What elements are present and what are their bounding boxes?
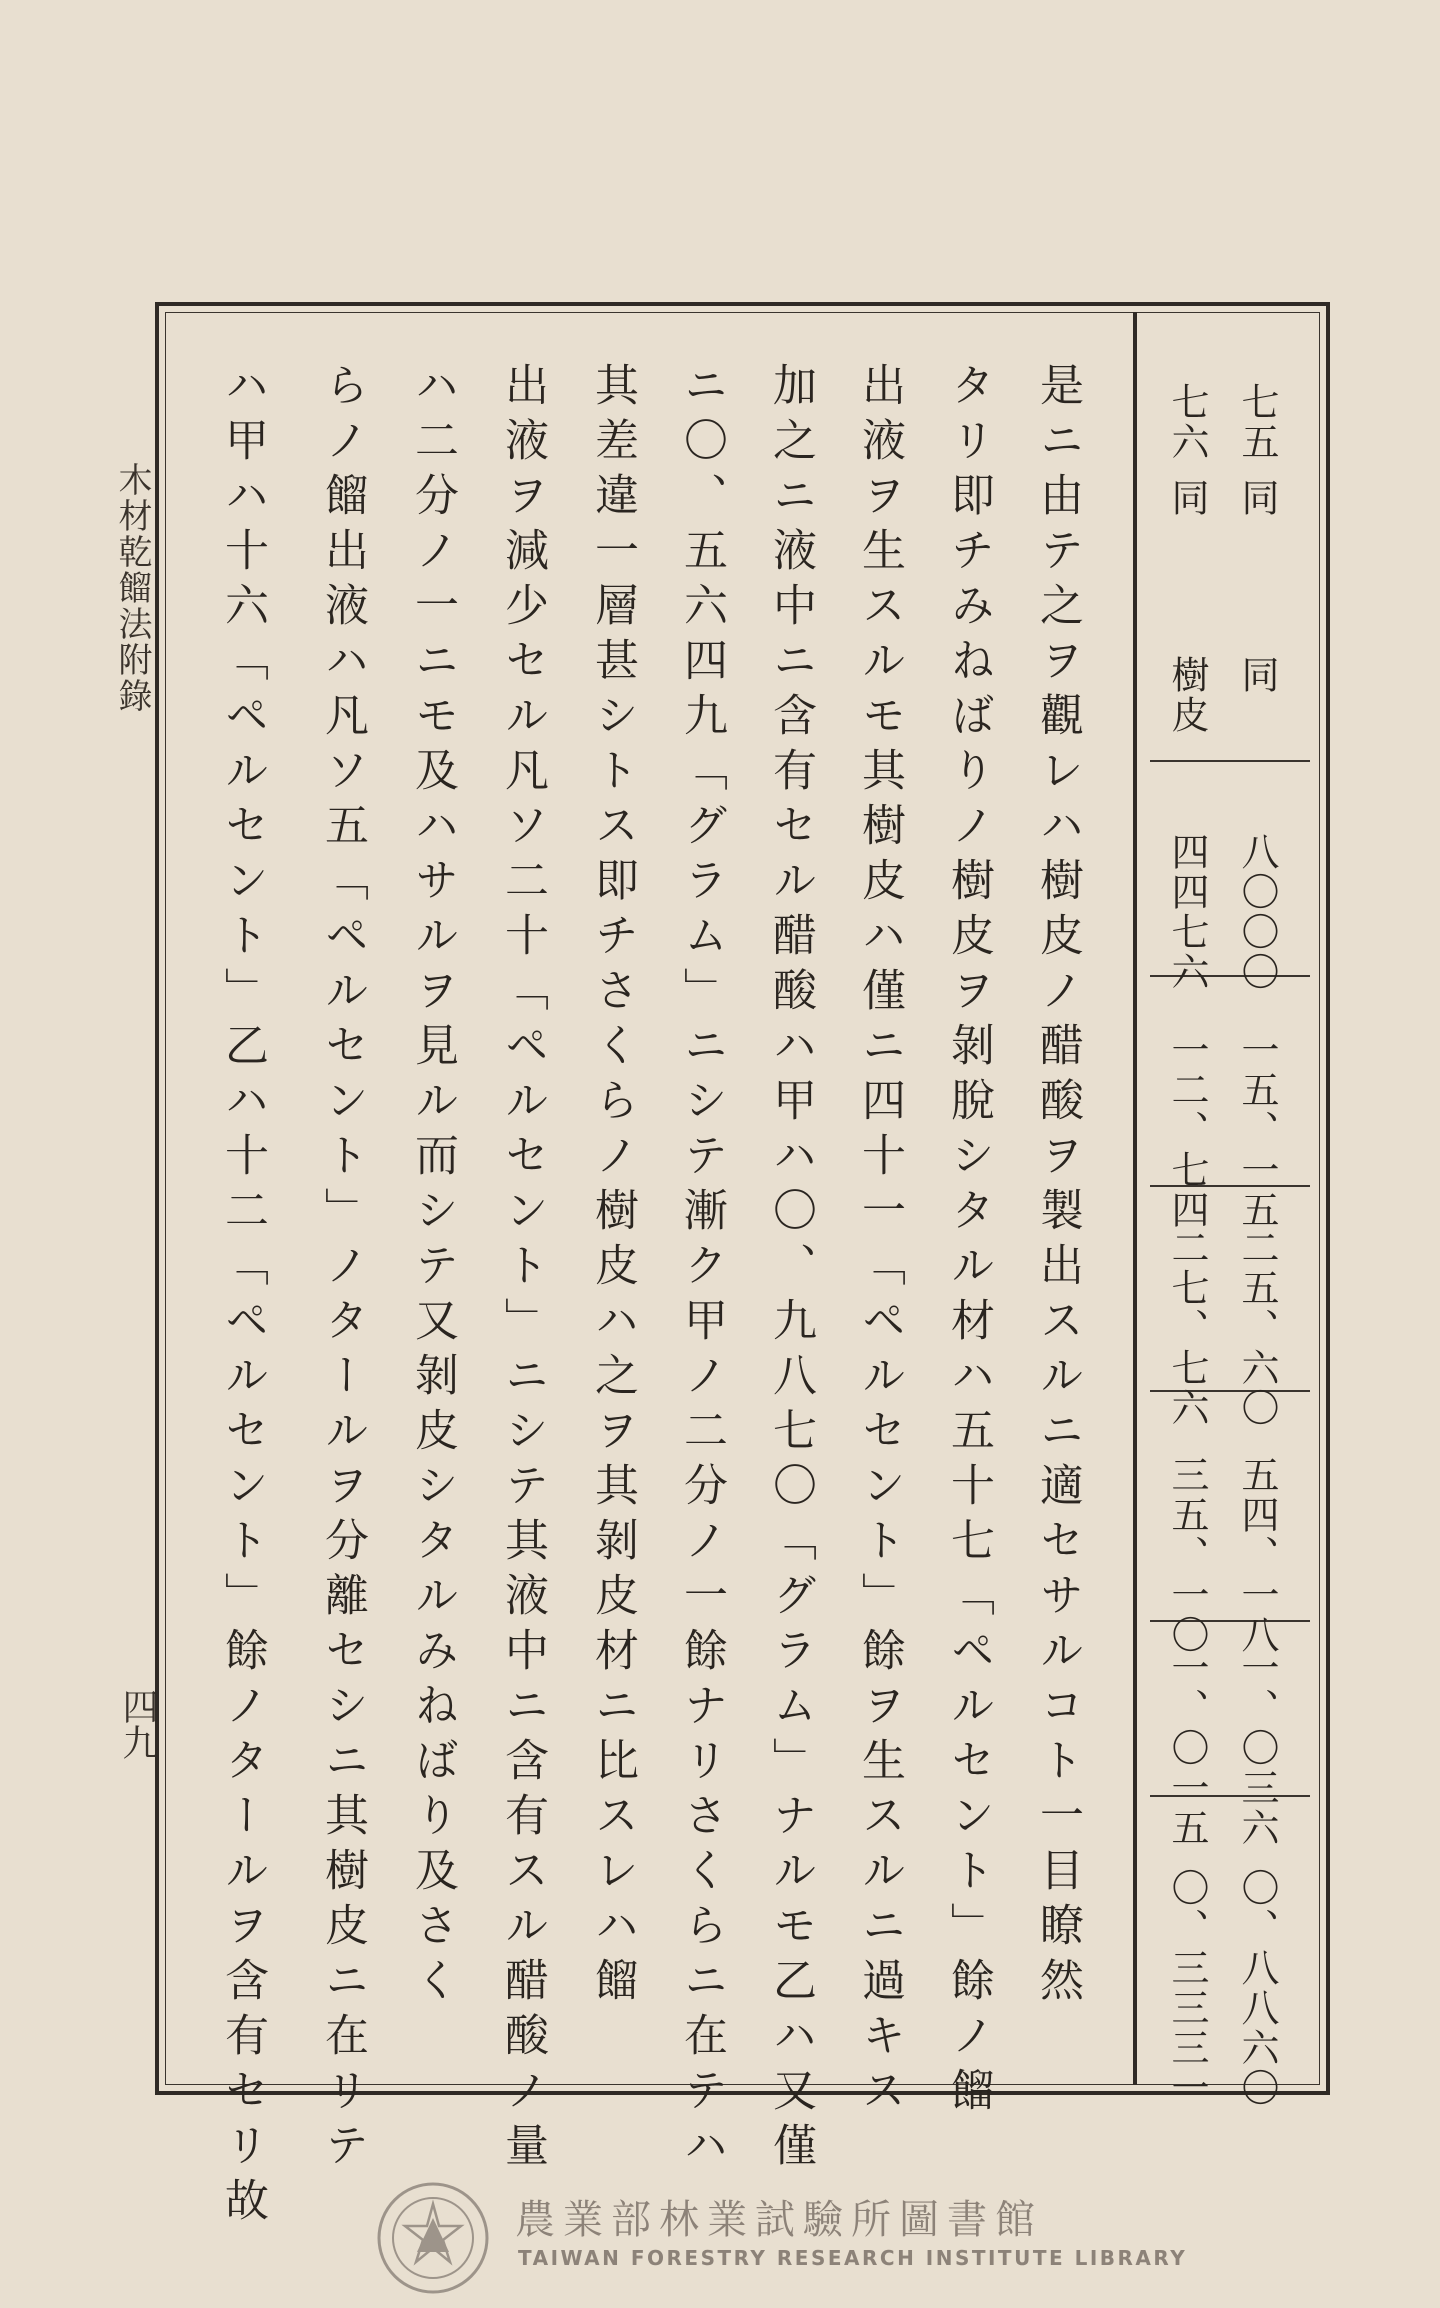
table-part: 同 — [1235, 655, 1279, 695]
table-value: 一、〇一五 — [1165, 1648, 1209, 1848]
table-row-separator — [1150, 760, 1310, 762]
table-label: 七六 — [1165, 382, 1209, 462]
body-line: ハ甲ハ十六「ペルセント」乙ハ十二「ペルセント」餘ノタールヲ含有セリ故 — [217, 362, 268, 2232]
page-number: 四九 — [117, 1688, 158, 1760]
table-value: 一五、一五 — [1235, 1030, 1279, 1230]
body-line: 出液ヲ減少セル凡ソ二十「ペルセント」ニシテ其液中ニ含有スル醋酸ノ量 — [497, 362, 548, 2177]
library-watermark — [375, 2180, 1188, 2290]
body-line: 是ニ由テ之ヲ觀レハ樹皮ノ醋酸ヲ製出スルニ適セサルコト一目瞭然 — [1032, 362, 1083, 2012]
table-label: 七五 — [1235, 382, 1279, 462]
body-line: 加之ニ液中ニ含有セル醋酸ハ甲ハ〇、九八七〇「グラム」ナルモ乙ハ又僅 — [765, 362, 816, 2177]
table-value: 三五、一〇 — [1165, 1455, 1209, 1655]
table-part: 樹皮 — [1165, 655, 1209, 735]
body-line: 其差違一層甚シトス即チさくらノ樹皮ハ之ヲ其剝皮材ニ比スレハ餾 — [587, 362, 638, 2012]
body-line: ニ〇、五六四九「グラム」ニシテ漸ク甲ノ二分ノ一餘ナリさくらニ在テハ — [676, 362, 727, 2177]
body-line: らノ餾出液ハ凡ソ五「ペルセント」ノタールヲ分離セシニ其樹皮ニ在リテ — [317, 362, 368, 2177]
body-line: ハ二分ノ一ニモ及ハサルヲ見ル而シテ又剝皮シタルみねばり及さく — [407, 362, 458, 2012]
table-value: 一、〇三六 — [1235, 1648, 1279, 1848]
library-seal-icon — [375, 2180, 491, 2296]
table-value: 一二、七四 — [1165, 1030, 1209, 1230]
table-value: 八〇〇〇 — [1235, 832, 1279, 992]
library-name-cn: 農業部林業試驗所圖書館 — [515, 2197, 1043, 2243]
table-value: 五四、一八 — [1235, 1455, 1279, 1655]
body-line: 出液ヲ生スルモ其樹皮ハ僅ニ四十一「ペルセント」餘ヲ生スルニ過キス — [854, 362, 905, 2122]
table-value: 〇、八八六〇 — [1235, 1868, 1279, 2108]
table-kind: 同 — [1165, 478, 1209, 518]
table-value: 四四七六 — [1165, 832, 1209, 992]
table-divider — [1133, 312, 1137, 2085]
table-value: 二七、七六 — [1165, 1228, 1209, 1428]
table-value: 二五、六〇 — [1235, 1228, 1279, 1428]
table-kind: 同 — [1235, 478, 1279, 518]
library-name-en: TAIWAN FORESTRY RESEARCH INSTITUTE LIBRARY — [518, 2246, 1188, 2270]
table-value: 〇、三三三一 — [1165, 1868, 1209, 2108]
running-title: 木材乾餾法附錄 — [112, 462, 152, 714]
body-line: タリ即チみねばりノ樹皮ヲ剝脫シタル材ハ五十七「ペルセント」餘ノ餾 — [943, 362, 994, 2122]
